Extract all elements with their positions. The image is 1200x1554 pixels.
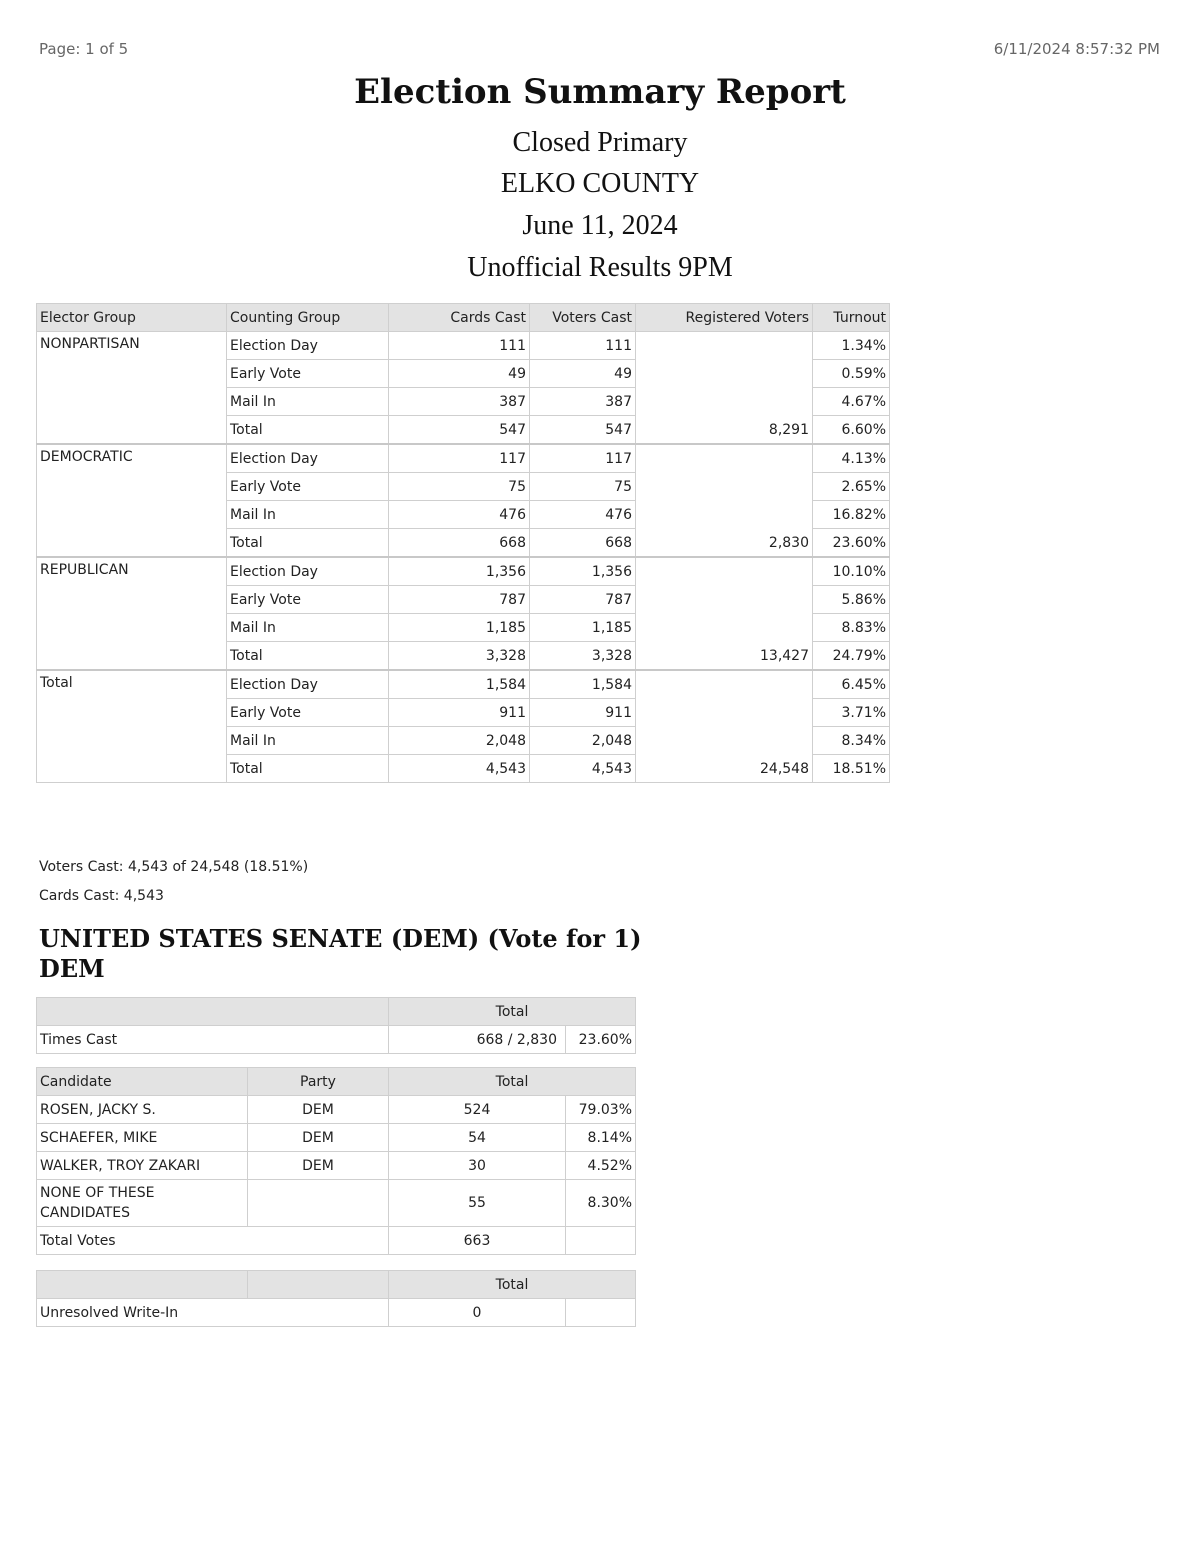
counting-group-cell: Mail In bbox=[227, 501, 389, 529]
write-in-header-row bbox=[37, 1271, 636, 1299]
turnout-cell: 4.67% bbox=[813, 388, 890, 416]
election-type: Closed Primary bbox=[512, 127, 688, 158]
turnout-cell: 18.51% bbox=[813, 755, 890, 783]
header-cards-cast: Cards Cast bbox=[389, 304, 530, 332]
counting-group-cell: Mail In bbox=[227, 614, 389, 642]
voters-cast-cell: 2,048 bbox=[530, 727, 636, 755]
turnout-cell: 10.10% bbox=[813, 557, 890, 586]
results-status: Unofficial Results 9PM bbox=[467, 252, 733, 283]
total-votes-label: Total Votes bbox=[37, 1227, 389, 1255]
counting-group-cell: Total bbox=[227, 755, 389, 783]
turnout-row bbox=[37, 332, 890, 360]
total-votes-percent-blank bbox=[566, 1227, 636, 1255]
total-votes-row bbox=[37, 1227, 636, 1255]
cards-cast-cell: 547 bbox=[389, 416, 530, 445]
candidate-percent: 8.30% bbox=[566, 1180, 636, 1227]
registered-voters-cell: 8,291 bbox=[636, 332, 813, 445]
candidate-row bbox=[37, 1124, 636, 1152]
turnout-cell: 23.60% bbox=[813, 529, 890, 558]
voters-cast-cell: 4,543 bbox=[530, 755, 636, 783]
counting-group-cell: Election Day bbox=[227, 670, 389, 699]
candidate-party: DEM bbox=[248, 1096, 389, 1124]
write-in-header-blank-2 bbox=[248, 1271, 389, 1299]
counting-group-cell: Early Vote bbox=[227, 699, 389, 727]
candidate-percent: 79.03% bbox=[566, 1096, 636, 1124]
cards-cast-cell: 49 bbox=[389, 360, 530, 388]
turnout-cell: 8.83% bbox=[813, 614, 890, 642]
voters-cast-cell: 911 bbox=[530, 699, 636, 727]
times-cast-value: 668 / 2,830 bbox=[389, 1026, 566, 1054]
voters-cast-cell: 787 bbox=[530, 586, 636, 614]
counting-group-cell: Total bbox=[227, 416, 389, 445]
write-in-table bbox=[36, 1270, 636, 1327]
report-timestamp: 6/11/2024 8:57:32 PM bbox=[993, 40, 1160, 58]
candidate-name: SCHAEFER, MIKE bbox=[37, 1124, 248, 1152]
cards-cast-cell: 387 bbox=[389, 388, 530, 416]
counting-group-cell: Election Day bbox=[227, 557, 389, 586]
candidate-row bbox=[37, 1180, 636, 1227]
turnout-table bbox=[36, 303, 890, 783]
voters-cast-cell: 117 bbox=[530, 444, 636, 473]
times-cast-header-row bbox=[37, 998, 636, 1026]
write-in-header-total: Total bbox=[389, 1271, 636, 1299]
header-candidate: Candidate bbox=[37, 1068, 248, 1096]
header-voters-cast: Voters Cast bbox=[530, 304, 636, 332]
voters-cast-cell: 387 bbox=[530, 388, 636, 416]
turnout-cell: 5.86% bbox=[813, 586, 890, 614]
candidate-party bbox=[248, 1180, 389, 1227]
candidates-table bbox=[36, 1067, 636, 1255]
turnout-cell: 8.34% bbox=[813, 727, 890, 755]
candidates-header-row bbox=[37, 1068, 636, 1096]
elector-group-cell: NONPARTISAN bbox=[37, 332, 227, 445]
turnout-row bbox=[37, 557, 890, 586]
write-in-percent-blank bbox=[566, 1299, 636, 1327]
times-cast-percent: 23.60% bbox=[566, 1026, 636, 1054]
voters-cast-summary: Voters Cast: 4,543 of 24,548 (18.51%) bbox=[39, 859, 309, 875]
times-cast-header-total: Total bbox=[389, 998, 636, 1026]
elector-group-cell: Total bbox=[37, 670, 227, 783]
candidate-name: WALKER, TROY ZAKARI bbox=[37, 1152, 248, 1180]
page-number: Page: 1 of 5 bbox=[39, 40, 129, 58]
registered-voters-cell: 13,427 bbox=[636, 557, 813, 670]
candidate-party: DEM bbox=[248, 1124, 389, 1152]
cards-cast-cell: 1,584 bbox=[389, 670, 530, 699]
turnout-row bbox=[37, 670, 890, 699]
turnout-cell: 4.13% bbox=[813, 444, 890, 473]
times-cast-label: Times Cast bbox=[37, 1026, 389, 1054]
candidate-party: DEM bbox=[248, 1152, 389, 1180]
candidate-votes: 524 bbox=[389, 1096, 566, 1124]
cards-cast-cell: 787 bbox=[389, 586, 530, 614]
cards-cast-cell: 3,328 bbox=[389, 642, 530, 671]
turnout-cell: 3.71% bbox=[813, 699, 890, 727]
candidate-votes: 55 bbox=[389, 1180, 566, 1227]
registered-voters-cell: 24,548 bbox=[636, 670, 813, 783]
times-cast-row bbox=[37, 1026, 636, 1054]
registered-voters-cell: 2,830 bbox=[636, 444, 813, 557]
counting-group-cell: Total bbox=[227, 642, 389, 671]
candidate-row bbox=[37, 1096, 636, 1124]
header-counting-group: Counting Group bbox=[227, 304, 389, 332]
cards-cast-cell: 1,356 bbox=[389, 557, 530, 586]
turnout-cell: 1.34% bbox=[813, 332, 890, 360]
total-votes-value: 663 bbox=[389, 1227, 566, 1255]
candidate-votes: 30 bbox=[389, 1152, 566, 1180]
times-cast-header-blank bbox=[37, 998, 389, 1026]
turnout-cell: 16.82% bbox=[813, 501, 890, 529]
write-in-row bbox=[37, 1299, 636, 1327]
cards-cast-cell: 117 bbox=[389, 444, 530, 473]
turnout-cell: 6.60% bbox=[813, 416, 890, 445]
counting-group-cell: Mail In bbox=[227, 388, 389, 416]
voters-cast-cell: 476 bbox=[530, 501, 636, 529]
cards-cast-cell: 4,543 bbox=[389, 755, 530, 783]
voters-cast-cell: 3,328 bbox=[530, 642, 636, 671]
turnout-row bbox=[37, 444, 890, 473]
cards-cast-cell: 75 bbox=[389, 473, 530, 501]
candidate-row bbox=[37, 1152, 636, 1180]
candidate-percent: 8.14% bbox=[566, 1124, 636, 1152]
header-party: Party bbox=[248, 1068, 389, 1096]
header-elector-group: Elector Group bbox=[37, 304, 227, 332]
contest-title-line: UNITED STATES SENATE (DEM) (Vote for 1) bbox=[39, 924, 642, 953]
header-total: Total bbox=[389, 1068, 636, 1096]
report-title: Election Summary Report bbox=[354, 72, 846, 112]
counting-group-cell: Early Vote bbox=[227, 360, 389, 388]
voters-cast-cell: 547 bbox=[530, 416, 636, 445]
voters-cast-cell: 1,356 bbox=[530, 557, 636, 586]
cards-cast-cell: 2,048 bbox=[389, 727, 530, 755]
cards-cast-summary: Cards Cast: 4,543 bbox=[39, 888, 164, 904]
turnout-header-row bbox=[37, 304, 890, 332]
cards-cast-cell: 668 bbox=[389, 529, 530, 558]
cards-cast-cell: 111 bbox=[389, 332, 530, 360]
county-name: ELKO COUNTY bbox=[500, 168, 700, 199]
counting-group-cell: Election Day bbox=[227, 332, 389, 360]
write-in-value: 0 bbox=[389, 1299, 566, 1327]
turnout-cell: 0.59% bbox=[813, 360, 890, 388]
counting-group-cell: Election Day bbox=[227, 444, 389, 473]
voters-cast-cell: 75 bbox=[530, 473, 636, 501]
turnout-cell: 2.65% bbox=[813, 473, 890, 501]
candidate-name: ROSEN, JACKY S. bbox=[37, 1096, 248, 1124]
turnout-cell: 6.45% bbox=[813, 670, 890, 699]
header-turnout: Turnout bbox=[813, 304, 890, 332]
times-cast-table bbox=[36, 997, 636, 1054]
contest-title bbox=[39, 924, 739, 984]
counting-group-cell: Early Vote bbox=[227, 473, 389, 501]
elector-group-cell: REPUBLICAN bbox=[37, 557, 227, 670]
counting-group-cell: Mail In bbox=[227, 727, 389, 755]
elector-group-cell: DEMOCRATIC bbox=[37, 444, 227, 557]
election-date: June 11, 2024 bbox=[522, 210, 678, 241]
counting-group-cell: Early Vote bbox=[227, 586, 389, 614]
header-registered-voters: Registered Voters bbox=[636, 304, 813, 332]
write-in-label: Unresolved Write-In bbox=[37, 1299, 389, 1327]
cards-cast-cell: 476 bbox=[389, 501, 530, 529]
write-in-header-blank bbox=[37, 1271, 248, 1299]
voters-cast-cell: 1,185 bbox=[530, 614, 636, 642]
voters-cast-cell: 668 bbox=[530, 529, 636, 558]
cards-cast-cell: 911 bbox=[389, 699, 530, 727]
turnout-cell: 24.79% bbox=[813, 642, 890, 671]
candidate-name: NONE OF THESE CANDIDATES bbox=[37, 1180, 248, 1227]
contest-party-line: DEM bbox=[39, 954, 105, 983]
candidate-percent: 4.52% bbox=[566, 1152, 636, 1180]
voters-cast-cell: 111 bbox=[530, 332, 636, 360]
voters-cast-cell: 1,584 bbox=[530, 670, 636, 699]
voters-cast-cell: 49 bbox=[530, 360, 636, 388]
candidate-votes: 54 bbox=[389, 1124, 566, 1152]
counting-group-cell: Total bbox=[227, 529, 389, 558]
cards-cast-cell: 1,185 bbox=[389, 614, 530, 642]
